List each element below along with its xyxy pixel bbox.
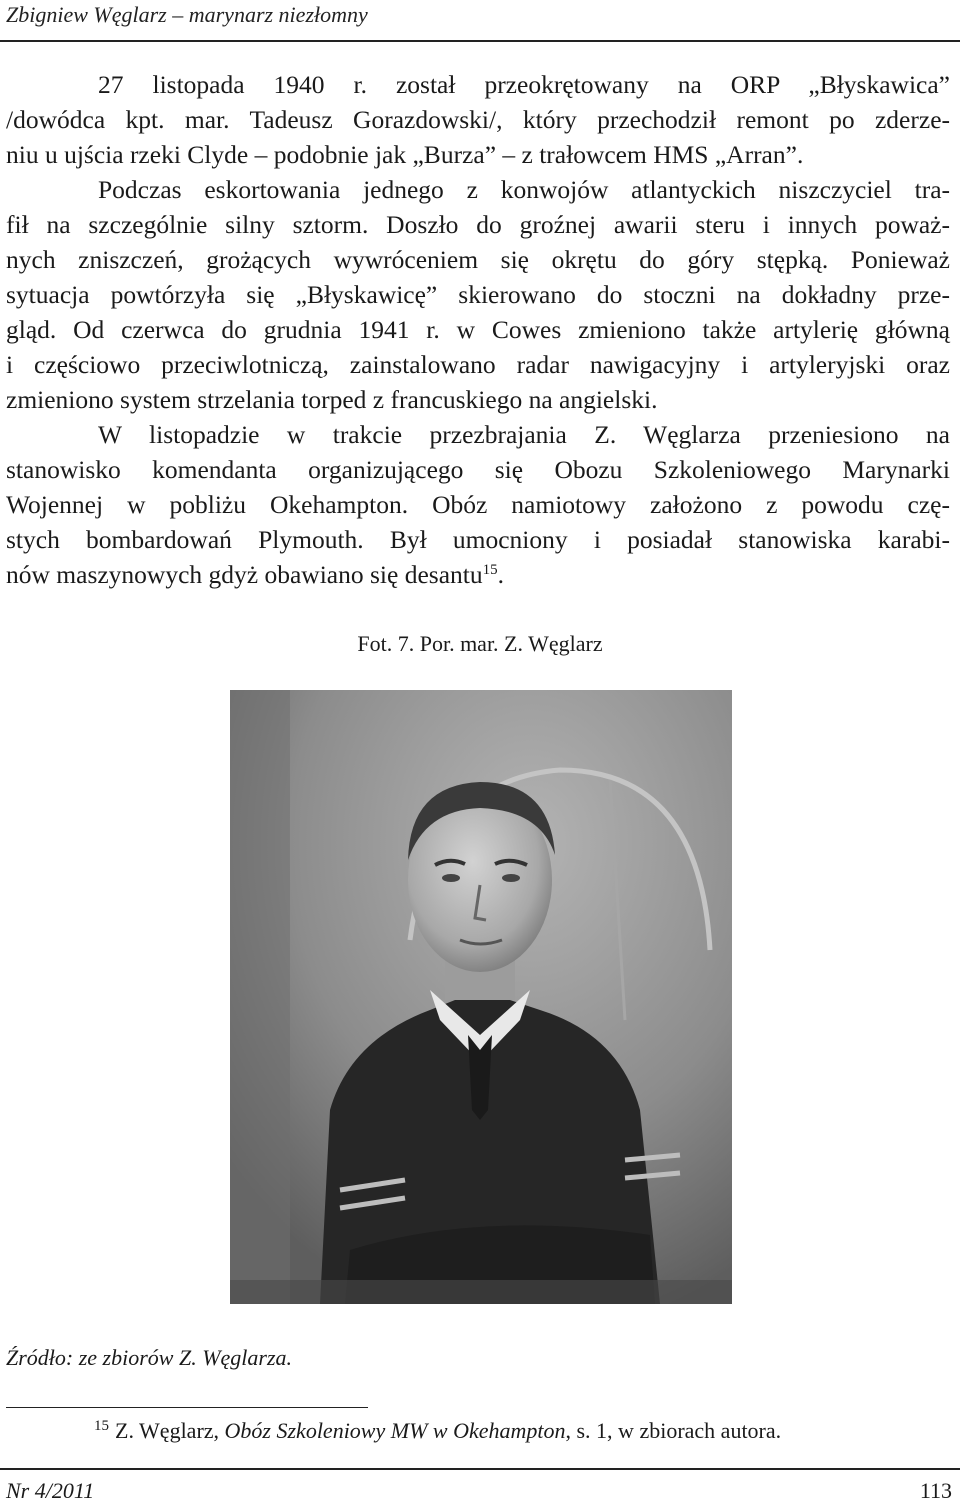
body-line: gląd. Od czerwca do grudnia 1941 r. w Cowes zmieniono także artylerię główną <box>6 315 950 344</box>
body-line: stanowisko komendanta organizującego się Obozu Szkoleniowego Marynarki <box>6 455 950 484</box>
body-line: /dowódca kpt. mar. Tadeusz Gorazdowski/, który przechodził remont po zderze- <box>6 105 950 134</box>
body-line-last <box>6 558 950 596</box>
footer-rule <box>0 1468 960 1470</box>
issue-number: Nr 4/2011 <box>6 1478 95 1503</box>
body-line-end: . <box>497 560 504 589</box>
header-rule <box>0 40 960 42</box>
body-line: nych zniszczeń, grożących wywróceniem się okrętu do góry stępką. Ponieważ <box>6 245 950 274</box>
body-line: W listopadzie w trakcie przezbrajania Z. Węglarza przeniesiono na <box>98 420 950 449</box>
body-line: stych bombardowań Plymouth. Był umocniony i posiadał stanowiska karabi- <box>6 525 950 554</box>
footnote-reference[interactable]: 15 <box>482 562 498 578</box>
body-line: zmieniono system strzelania torped z francuskiego na angielski. <box>6 385 658 414</box>
running-title: Zbigniew Węglarz – marynarz niezłomny <box>6 2 368 27</box>
body-line: sytuacja powtórzyła się „Błyskawicę” skierowano do stoczni na dokładny prze- <box>6 280 950 309</box>
body-line: niu u ujścia rzeki Clyde – podobnie jak „Burza” – z trałowcem HMS „Arran”. <box>6 140 804 169</box>
portrait-photo <box>230 690 732 1304</box>
body-line: fił na szczególnie silny sztorm. Doszło do groźnej awarii steru i innych poważ- <box>6 210 950 239</box>
body-line-text: nów maszynowych gdyż obawiano się desantu <box>6 560 483 589</box>
footnote-title: Obóz Szkoleniowy MW w Okehampton <box>224 1418 566 1443</box>
page-number: 113 <box>919 1478 952 1503</box>
body-line: 27 listopada 1940 r. został przeokrętowany na ORP „Błyskawica” <box>98 70 950 99</box>
footnote-text-after: , s. 1, w zbiorach autora. <box>565 1418 782 1443</box>
footnote <box>94 1418 781 1444</box>
footnote-number: 15 <box>94 1418 109 1434</box>
body-line: Podczas eskortowania jednego z konwojów atlantyckich niszczyciel tra- <box>98 175 950 204</box>
photo-caption: Fot. 7. Por. mar. Z. Węglarz <box>357 631 603 656</box>
footnote-text-before: Z. Węglarz, <box>115 1418 225 1443</box>
body-line: i częściowo przeciwlotniczą, zainstalowano radar nawigacyjny i artyleryjski oraz <box>6 350 950 379</box>
body-line: Wojennej w pobliżu Okehampton. Obóz namiotowy założono z powodu czę- <box>6 490 950 519</box>
photo-source: Źródło: ze zbiorów Z. Węglarza. <box>6 1345 293 1370</box>
footnote-rule <box>6 1407 368 1408</box>
